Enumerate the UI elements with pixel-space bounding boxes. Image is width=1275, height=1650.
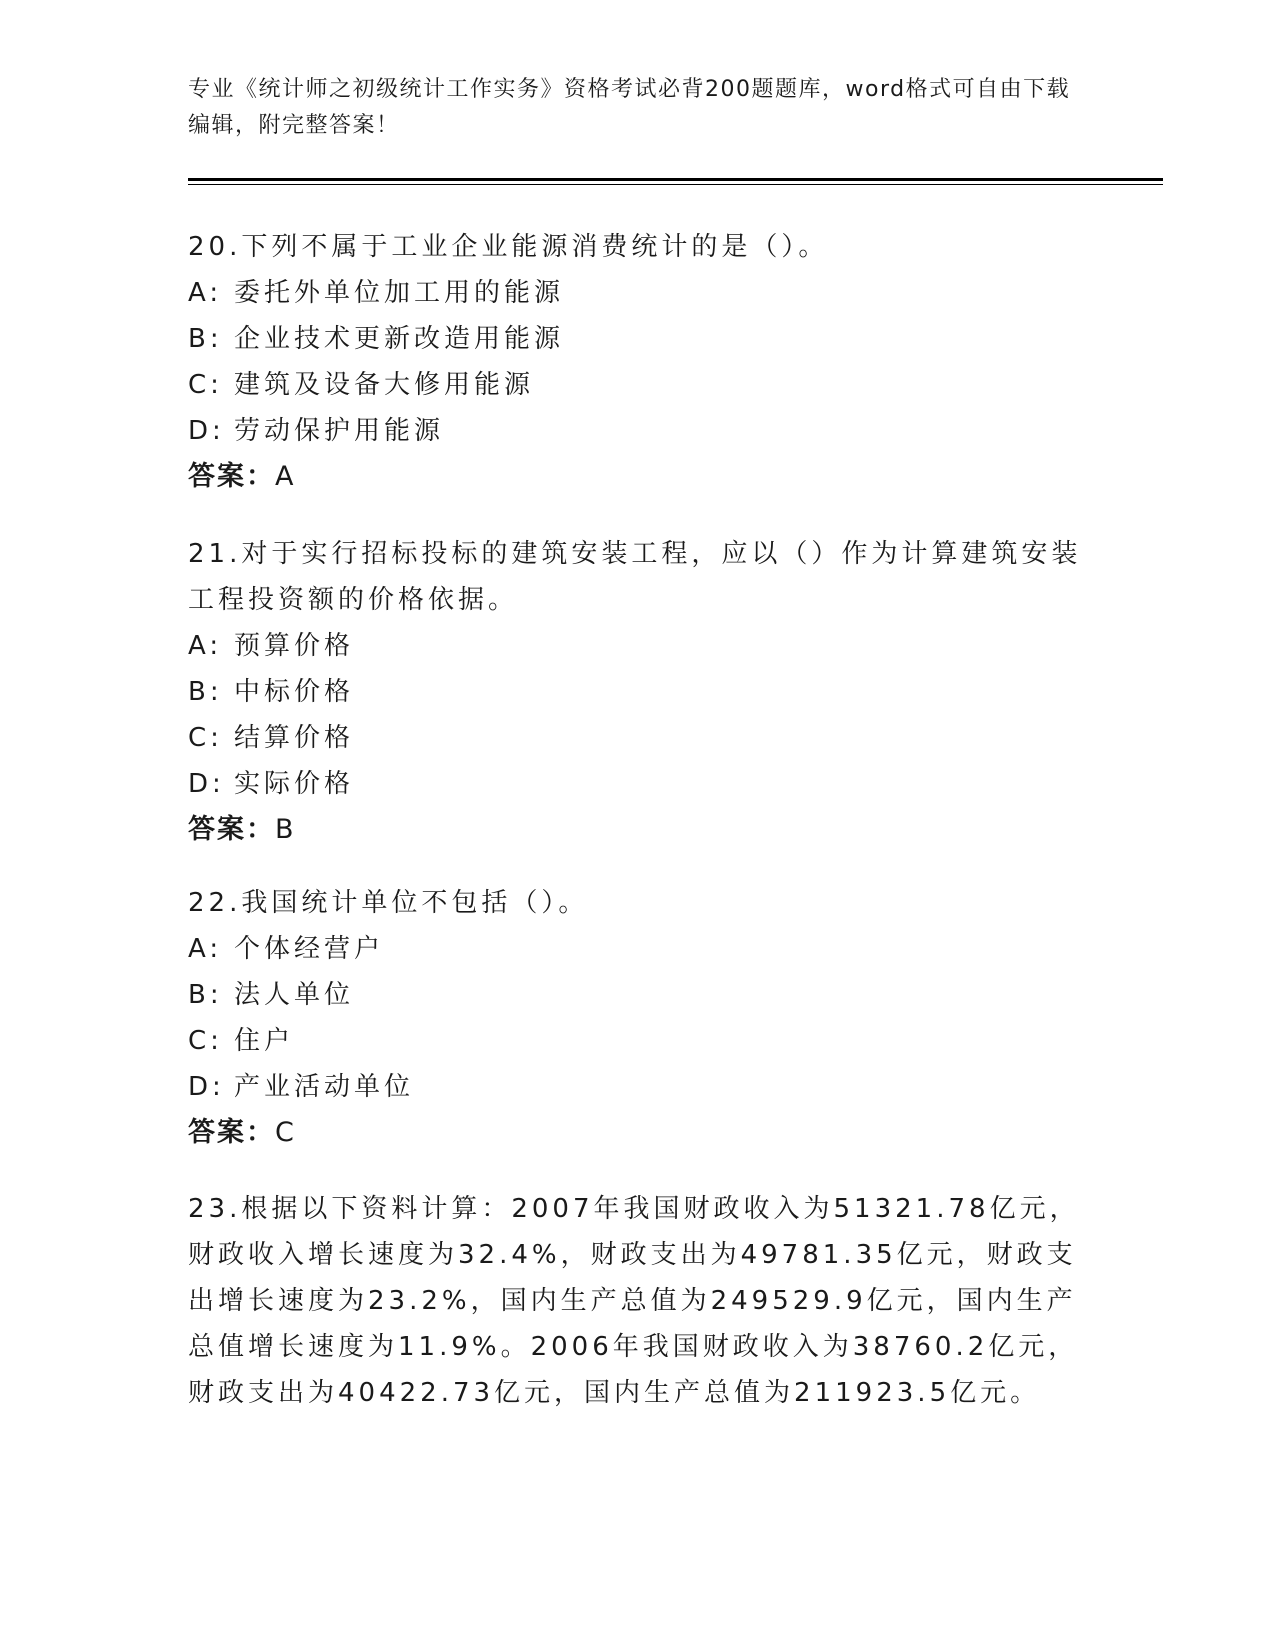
question-stem: 23.根据以下资料计算：2007年我国财政收入为51321.78亿元，财政收入增长速度为32.4%，财政支出为49781.35亿元，财政支出增长速度为23.2%，国内生产总值为249529.9亿元，国内生产总值增长速度为11.9%。2006年我国财政收入为38760.2亿元，财政支出为40422.73亿元，国内生产总值为211923.5亿元。 [188, 1194, 1080, 1408]
option-letter: A: [188, 278, 223, 308]
header-rule-thin [188, 184, 1163, 185]
header-rule-thick [188, 178, 1163, 181]
option-text: 建筑及设备大修用能源 [234, 370, 535, 400]
option-letter: B: [188, 677, 223, 707]
document-header: 专业《统计师之初级统计工作实务》资格考试必背200题题库，word格式可自由下载编辑，附完整答案！ [188, 77, 1071, 138]
question-stem: 22.我国统计单位不包括（）。 [188, 888, 589, 918]
option-d [188, 761, 1088, 807]
option-a [188, 270, 1088, 316]
option-b [188, 316, 1088, 362]
option-text: 劳动保护用能源 [234, 416, 445, 446]
answer-line [188, 807, 1088, 853]
option-text: 法人单位 [234, 980, 355, 1010]
option-b [188, 669, 1088, 715]
question-23 [188, 1186, 1088, 1416]
option-letter: B: [188, 324, 223, 354]
question-22 [188, 880, 1088, 1156]
answer-line [188, 1110, 1088, 1156]
option-letter: D: [188, 769, 225, 799]
option-text: 实际价格 [234, 769, 355, 799]
option-b [188, 972, 1088, 1018]
option-text: 产业活动单位 [234, 1072, 415, 1102]
question-20 [188, 224, 1088, 500]
option-letter: C: [188, 370, 223, 400]
answer-value: C [275, 1117, 296, 1148]
answer-label: 答案： [188, 814, 275, 845]
answer-line [188, 454, 1088, 500]
option-d [188, 408, 1088, 454]
option-text: 住户 [234, 1026, 295, 1056]
option-a [188, 623, 1088, 669]
option-c [188, 362, 1088, 408]
question-21 [188, 531, 1088, 853]
answer-value: B [275, 814, 296, 845]
option-letter: D: [188, 1072, 225, 1102]
option-text: 个体经营户 [234, 934, 385, 964]
option-text: 中标价格 [234, 677, 355, 707]
option-letter: A: [188, 631, 223, 661]
option-letter: C: [188, 1026, 223, 1056]
option-text: 企业技术更新改造用能源 [234, 324, 565, 354]
option-text: 预算价格 [234, 631, 355, 661]
answer-label: 答案： [188, 1117, 275, 1148]
option-letter: B: [188, 980, 223, 1010]
option-letter: D: [188, 416, 225, 446]
answer-label: 答案： [188, 461, 275, 492]
question-stem: 20.下列不属于工业企业能源消费统计的是（）。 [188, 232, 829, 262]
option-c [188, 715, 1088, 761]
option-letter: C: [188, 723, 223, 753]
option-letter: A: [188, 934, 223, 964]
option-c [188, 1018, 1088, 1064]
option-text: 委托外单位加工用的能源 [234, 278, 565, 308]
option-text: 结算价格 [234, 723, 355, 753]
option-a [188, 926, 1088, 972]
question-stem: 21.对于实行招标投标的建筑安装工程，应以（）作为计算建筑安装工程投资额的价格依据。 [188, 539, 1082, 615]
option-d [188, 1064, 1088, 1110]
answer-value: A [275, 461, 296, 492]
